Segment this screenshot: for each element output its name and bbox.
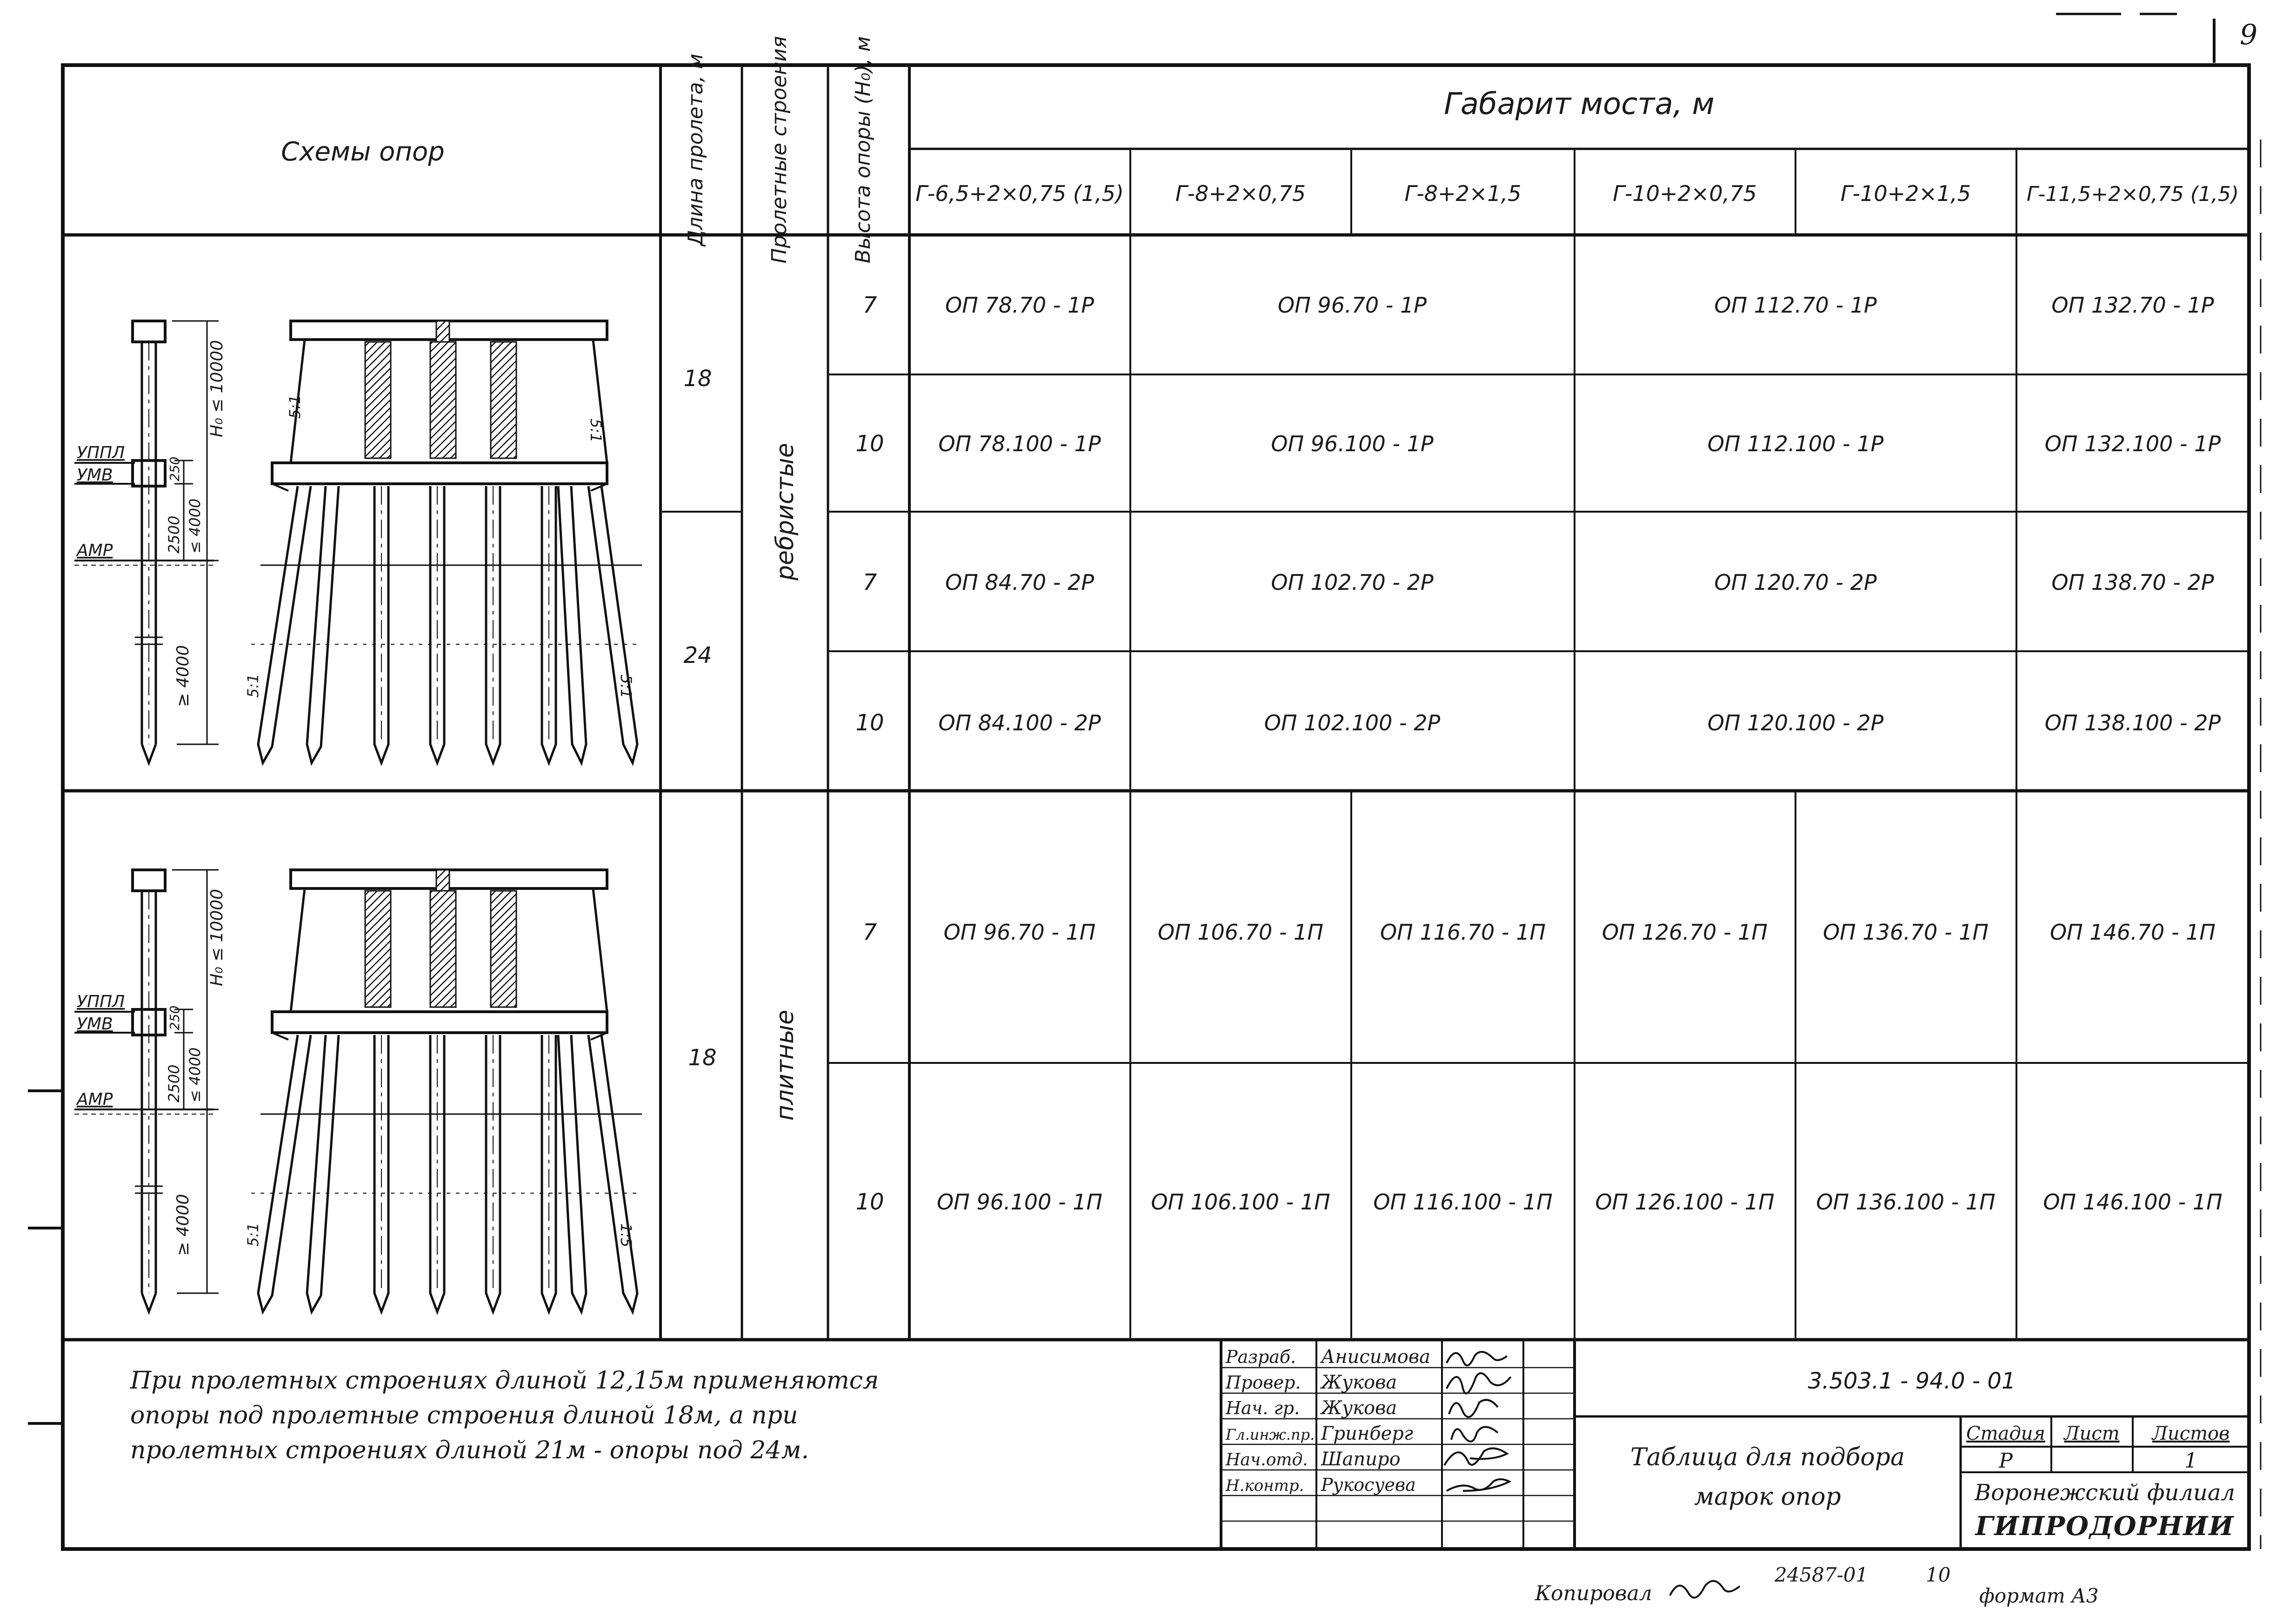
gabarit-1: Г-6,5+2×0,75 (1,5) (915, 181, 1124, 206)
sheet-number: 9 (2240, 19, 2258, 51)
header-support-height: Высота опоры (Н₀), м (851, 36, 875, 264)
footer-copied: Копировал (1535, 1582, 1652, 1605)
label-slope: 1:5 (617, 1223, 635, 1248)
height-cell: 10 (855, 710, 884, 736)
label-slope: 5:1 (587, 419, 605, 443)
support-mark: ОП 84.100 - 2Р (938, 710, 1101, 735)
note-line: пролетных строениях длиной 21м - опоры под 24м. (130, 1436, 809, 1464)
title-block (1221, 1340, 2249, 1549)
support-mark: ОП 116.70 - 1П (1380, 920, 1546, 945)
footer-order: 24587-01 (1775, 1563, 1869, 1586)
support-mark: ОП 106.70 - 1П (1157, 920, 1324, 945)
stamp-role: Гл.инж.пр. (1226, 1426, 1315, 1443)
support-mark: ОП 106.100 - 1П (1151, 1189, 1330, 1215)
support-mark: ОП 96.70 - 1Р (1278, 293, 1427, 318)
stage-value: Р (1999, 1449, 2013, 1473)
height-cell: 7 (862, 919, 877, 945)
header-schemes: Схемы опор (281, 137, 445, 167)
support-mark: ОП 112.70 - 1Р (1714, 293, 1877, 318)
gabarit-6: Г-11,5+2×0,75 (1,5) (2026, 182, 2239, 206)
label-slope: 5:1 (244, 674, 262, 698)
support-mark: ОП 136.100 - 1П (1816, 1189, 1996, 1215)
support-mark: ОП 138.70 - 2Р (2051, 570, 2214, 595)
note-line: опоры под пролетные строения длиной 18м, а при (130, 1402, 798, 1429)
main-table-grid (63, 65, 2249, 1549)
span-18-slab: 18 (688, 1045, 717, 1071)
support-mark: ОП 102.100 - 2Р (1264, 710, 1441, 735)
span-24: 24 (683, 642, 712, 668)
org-line1: Воронежский филиал (1974, 1480, 2236, 1506)
label-slope: 5:1 (244, 1222, 262, 1247)
height-cell: 7 (862, 292, 877, 318)
support-mark: ОП 102.70 - 2Р (1271, 570, 1434, 595)
support-mark: ОП 116.100 - 1П (1373, 1189, 1553, 1215)
support-mark: ОП 96.70 - 1П (943, 920, 1096, 945)
support-mark: ОП 96.100 - 1П (936, 1189, 1103, 1215)
stamp-role: Н.контр. (1226, 1476, 1304, 1495)
support-mark: ОП 136.70 - 1П (1822, 920, 1989, 945)
copier-signature (1670, 1581, 1740, 1598)
stamp-role: Нач.отд. (1226, 1450, 1308, 1469)
label-umv: УМВ (77, 1015, 113, 1034)
support-mark: ОП 138.100 - 2Р (2044, 710, 2221, 735)
doc-code: 3.503.1 - 94.0 - 01 (1808, 1368, 2016, 1394)
label-ge4000: ≥ 4000 (174, 645, 193, 707)
gabarit-5: Г-10+2×1,5 (1840, 181, 1971, 206)
support-mark: ОП 84.70 - 2Р (945, 570, 1094, 595)
support-scheme-slab (74, 870, 642, 1312)
label-2500: 2500 (165, 1064, 183, 1102)
gabarit-4: Г-10+2×0,75 (1613, 181, 1757, 206)
label-h0: Н₀ ≤ 10000 (207, 888, 227, 986)
label-h0: Н₀ ≤ 10000 (207, 340, 227, 437)
support-mark: ОП 96.100 - 1Р (1271, 431, 1434, 456)
height-cell: 10 (855, 431, 884, 457)
stamp-role: Нач. гр. (1226, 1398, 1300, 1418)
stamp-name: Анисимова (1321, 1346, 1430, 1368)
header-gabarit: Габарит моста, м (1444, 87, 1715, 121)
gabarit-2: Г-8+2×0,75 (1175, 181, 1306, 206)
label-slope: 5:1 (617, 674, 635, 699)
support-mark: ОП 78.100 - 1Р (938, 431, 1101, 456)
label-umv: УМВ (77, 466, 113, 485)
label-2500: 2500 (165, 515, 183, 554)
section-slab (688, 919, 2222, 1215)
support-mark: ОП 126.100 - 1П (1595, 1189, 1775, 1215)
label-slope: 5:1 (286, 394, 304, 419)
support-mark: ОП 146.100 - 1П (2043, 1189, 2223, 1215)
section-ribbed (683, 292, 2221, 736)
label-250: 250 (167, 1005, 182, 1030)
support-mark: ОП 112.100 - 1Р (1707, 431, 1884, 456)
doc-title-line1: Таблица для подбора (1630, 1443, 1905, 1471)
stamp-name: Жукова (1321, 1372, 1397, 1393)
scheme-labels-slab (76, 889, 635, 1256)
doc-title-line2: марок опор (1694, 1483, 1841, 1511)
note-line: При пролетных строениях длиной 12,15м применяются (130, 1367, 879, 1395)
sheets-value: 1 (2184, 1449, 2197, 1473)
sheets-label: Листов (2152, 1423, 2230, 1444)
span-18: 18 (683, 366, 712, 392)
label-uppl: УППЛ (77, 443, 125, 462)
stage-label: Стадия (1966, 1423, 2045, 1444)
label-amr: АМР (77, 1090, 113, 1109)
gabarit-3: Г-8+2×1,5 (1404, 181, 1522, 206)
footer-num: 10 (1926, 1563, 1951, 1586)
label-uppl: УППЛ (77, 992, 125, 1011)
note-block (130, 1367, 879, 1464)
org-line2: ГИПРОДОРНИИ (1975, 1511, 2235, 1542)
support-mark: ОП 132.70 - 1Р (2051, 293, 2214, 318)
stamp-name: Гринберг (1321, 1423, 1414, 1444)
stamp-name: Жукова (1321, 1397, 1397, 1419)
label-amr: АМР (77, 541, 113, 560)
support-mark: ОП 126.70 - 1П (1602, 920, 1768, 945)
stamp-role: Разраб. (1226, 1347, 1296, 1367)
scheme-labels-ribbed (76, 340, 635, 707)
header-span-length: Длина пролета, м (684, 53, 707, 246)
stamp-name: Рукосуева (1321, 1475, 1416, 1495)
support-mark: ОП 132.100 - 1Р (2044, 431, 2221, 456)
label-le4000: ≤ 4000 (186, 498, 204, 554)
support-mark: ОП 78.70 - 1Р (945, 293, 1094, 318)
support-mark: ОП 120.100 - 2Р (1707, 710, 1884, 735)
label-ge4000: ≥ 4000 (174, 1194, 193, 1256)
support-mark: ОП 120.70 - 2Р (1714, 570, 1877, 595)
stamp-role: Провер. (1226, 1372, 1301, 1393)
support-mark: ОП 146.70 - 1П (2049, 920, 2216, 945)
height-cell: 10 (855, 1189, 884, 1215)
height-cell: 7 (862, 569, 877, 595)
sheet-label: Лист (2064, 1423, 2120, 1444)
superstructure-ribbed: ребристые (771, 443, 799, 581)
support-scheme-ribbed (74, 321, 642, 763)
stamp-name: Шапиро (1321, 1449, 1401, 1470)
header-superstructures: Пролетные строения (768, 36, 791, 264)
footer-format: формат А3 (1979, 1584, 2099, 1607)
superstructure-slab: плитные (771, 1009, 799, 1121)
label-250: 250 (167, 456, 182, 481)
label-le4000: ≤ 4000 (186, 1047, 204, 1102)
